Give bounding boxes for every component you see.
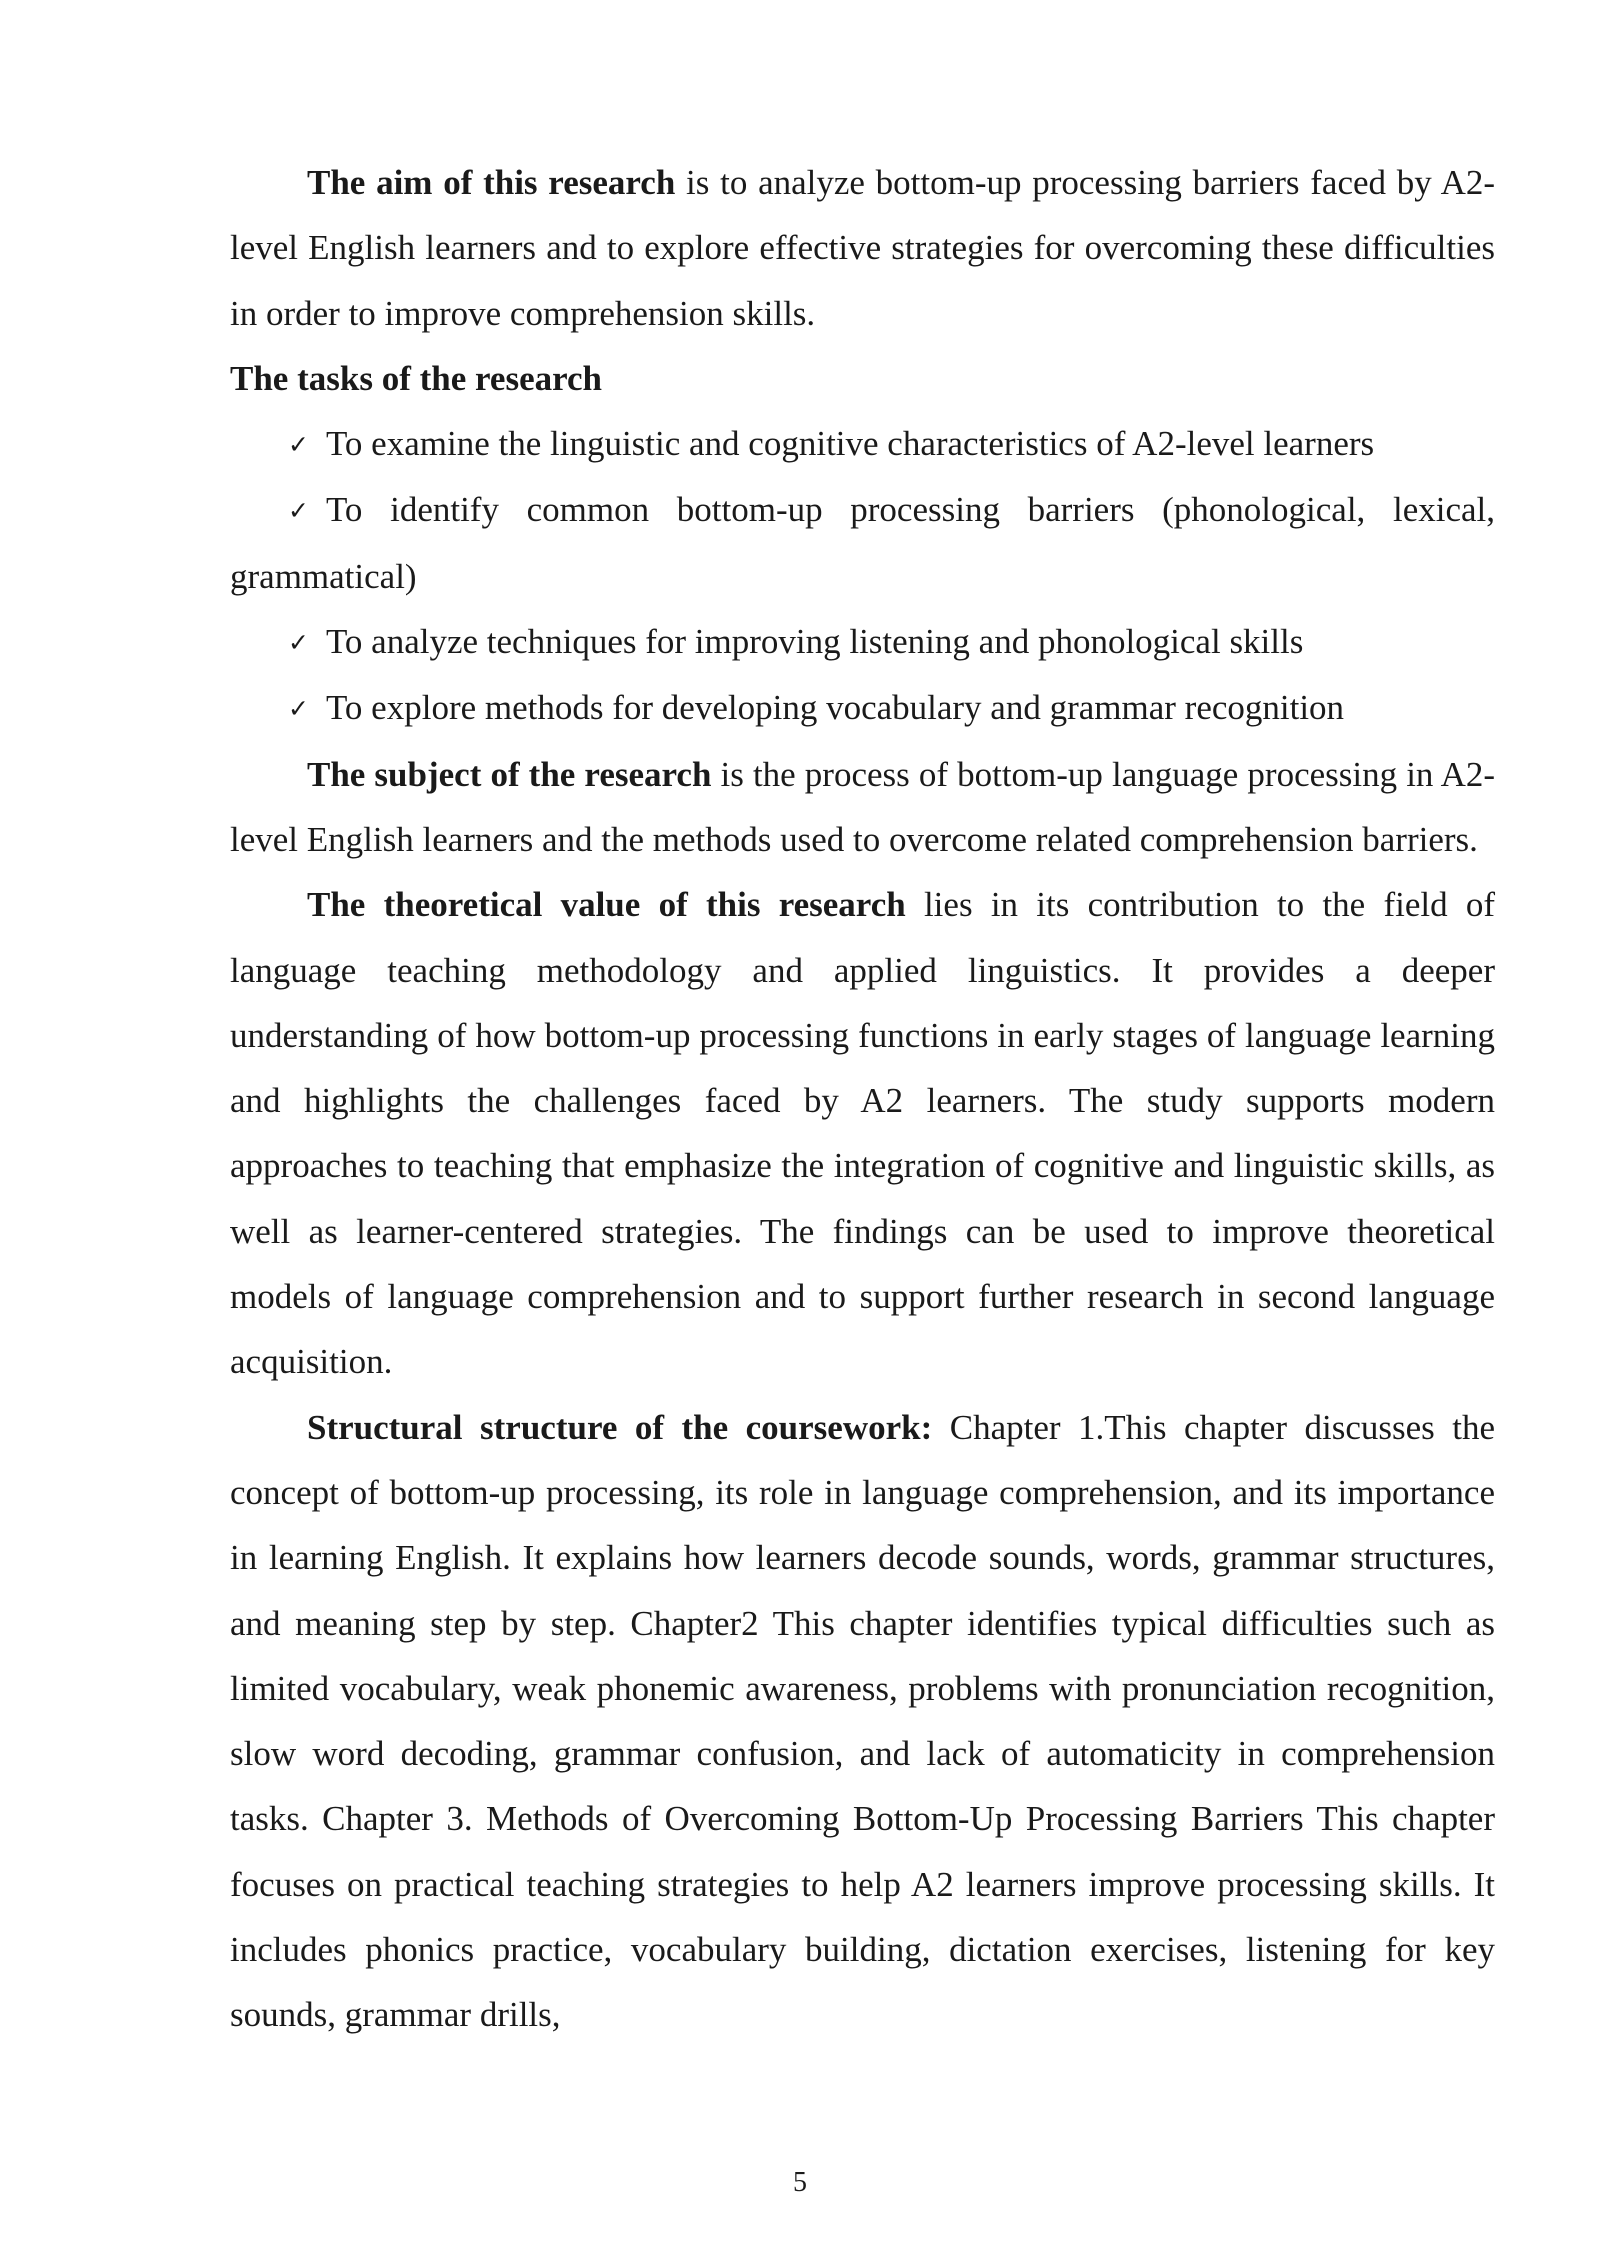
checkmark-icon: ✓	[288, 496, 309, 526]
page-number: 5	[793, 2167, 807, 2198]
tasks-heading: The tasks of the research	[230, 358, 603, 398]
theoretical-value-paragraph	[230, 872, 1495, 1394]
tasks-list	[230, 411, 1495, 741]
task-item-text: To examine the linguistic and cognitive characteristics of A2-level learners	[326, 424, 1375, 464]
task-item	[230, 675, 1495, 741]
checkmark-icon: ✓	[288, 430, 309, 460]
structure-lead: Structural structure of the coursework:	[307, 1407, 933, 1447]
task-item-text: To identify common bottom-up processing barriers (phonological, lexical, grammatical)	[230, 490, 1495, 596]
task-item	[230, 609, 1495, 675]
task-item-text: To analyze techniques for improving listening and phonological skills	[326, 622, 1304, 662]
task-item	[230, 411, 1495, 477]
aim-lead: The aim of this research	[307, 163, 676, 202]
subject-paragraph	[230, 742, 1495, 873]
aim-text: is to analyze bottom-up processing barriers faced by A2-level English learners and to explore effective strategies for overcoming these difficulties in order to improve comprehension skills.	[230, 163, 1496, 333]
structure-text: Chapter 1.This chapter discusses the concept of bottom-up processing, its role in language comprehension, and its importance in learning English. It explains how learners decode sounds, words, grammar structures, and meaning step by step. Chapter2 This chapter identifies typical difficulties such as limited vocabulary, weak phonemic awareness, problems with pronunciation recognition, slow word decoding, grammar confusion, and lack of automaticity in comprehension tasks. Chapter 3. Methods of Overcoming Bottom-Up Processing Barriers This chapter focuses on practical teaching strategies to help A2 learners improve processing skills. It includes phonics practice, vocabulary building, dictation exercises, listening for key sounds, grammar drills,	[230, 1407, 1495, 2035]
structure-paragraph	[230, 1395, 1495, 2048]
checkmark-icon: ✓	[288, 694, 309, 724]
task-item-text: To explore methods for developing vocabulary and grammar recognition	[326, 688, 1345, 728]
subject-lead: The subject of the research	[307, 754, 712, 794]
checkmark-icon: ✓	[288, 628, 309, 658]
theoretical-text: lies in its contribution to the field of language teaching methodology and applied linguistics. It provides a deeper understanding of how bottom-up processing functions in early stages of language learning and highlights the challenges faced by A2 learners. The study supports modern approaches to teaching that emphasize the integration of cognitive and linguistic skills, as well as learner-centered strategies. The findings can be used to improve theoretical models of language comprehension and to support further research in second language acquisition.	[230, 885, 1496, 1382]
document-page	[230, 150, 1495, 2048]
task-item	[230, 477, 1495, 609]
theoretical-lead: The theoretical value of this research	[307, 885, 906, 925]
aim-paragraph	[230, 150, 1495, 346]
subject-text: is the process of bottom-up language processing in A2-level English learners and the methods used to overcome related comprehension barriers.	[230, 754, 1495, 859]
